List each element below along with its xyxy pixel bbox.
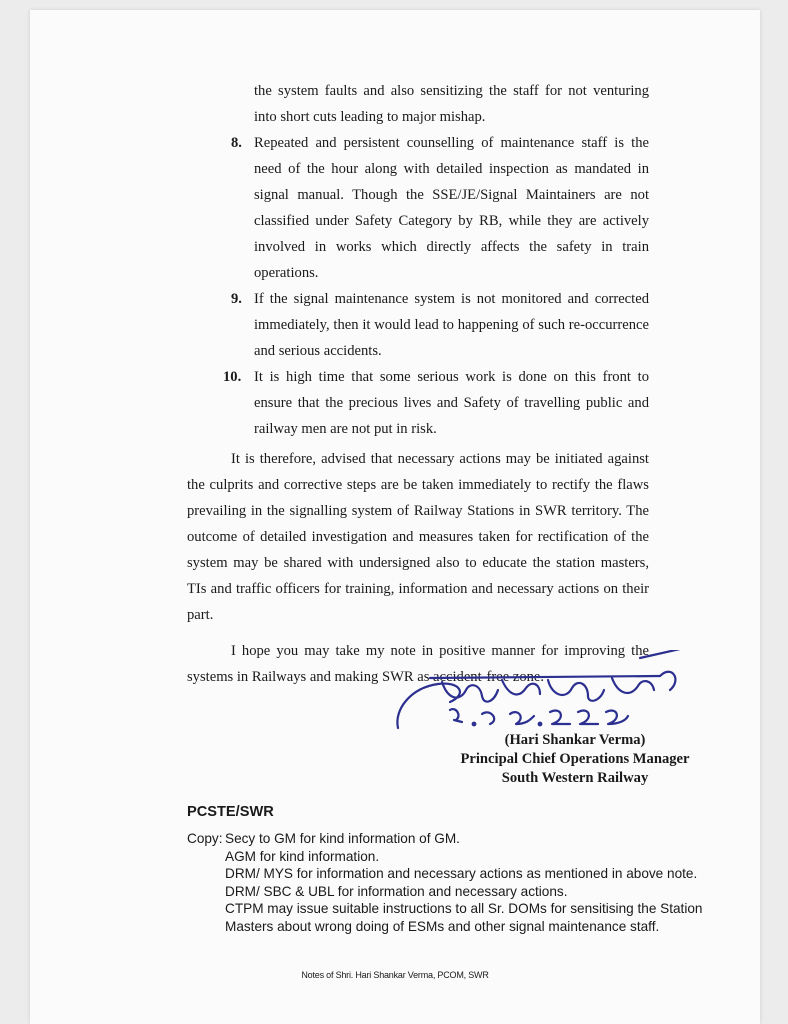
copy-distribution	[187, 830, 727, 935]
copy-line: CTPM may issue suitable instructions to all Sr. DOMs for sensitising the Station	[225, 901, 703, 916]
document-page	[30, 10, 760, 1024]
handwritten-signature	[390, 650, 720, 740]
document-body	[187, 78, 649, 690]
copy-line: Masters about wrong doing of ESMs and other signal maintenance staff.	[225, 918, 660, 934]
continuation-paragraph: the system faults and also sensitizing the staff for not venturing into short cuts leading to major mishap.	[254, 83, 649, 125]
item-number: 10.	[223, 369, 242, 385]
advice-paragraph: It is therefore, advised that necessary actions may be initiated against the culprits and corrective steps are be taken immediately to rectify the flaws prevailing in the signalling system of Railway Stations in SWR territory. The outcome of detailed investigation and measures taken for rectification of the system may be shared with undersigned also to educate the station masters, TIs and traffic officers for training, information and necessary actions on their part.	[187, 451, 649, 623]
recipient-heading: PCSTE/SWR	[187, 804, 274, 820]
item-number: 9.	[231, 291, 242, 307]
copy-line: AGM for kind information.	[225, 848, 380, 864]
list-item	[231, 130, 649, 286]
copy-label: Copy:	[187, 831, 223, 846]
signatory-name: (Hari Shankar Verma)	[504, 732, 646, 748]
copy-list	[225, 830, 727, 935]
item-text: Repeated and persistent counselling of maintenance staff is the need of the hour along with detailed inspection as mandated in signal manual. Though the SSE/JE/Signal Maintainers are not classified under Safety Category by RB, while they are actively involved in works which directly affects the safety in train operations.	[254, 135, 649, 281]
copy-line: Secy to GM for kind information of GM.	[225, 831, 460, 846]
copy-line: DRM/ MYS for information and necessary actions as mentioned in above note.	[225, 866, 698, 881]
signatory-organization: South Western Railway	[501, 770, 649, 786]
signatory-title: Principal Chief Operations Manager	[460, 751, 690, 767]
page-footer: Notes of Shri. Hari Shankar Verma, PCOM, SWR	[301, 970, 489, 980]
list-item	[231, 286, 649, 364]
signature-block	[445, 731, 705, 788]
item-text: If the signal maintenance system is not monitored and corrected immediately, then it would lead to happening of such re-occurrence and serious accidents.	[254, 291, 649, 359]
list-item	[223, 364, 649, 442]
item-number: 8.	[231, 135, 242, 151]
closing-paragraph: I hope you may take my note in positive manner for improving the systems in Railways and making SWR as accident-free zone.	[187, 643, 649, 685]
item-text: It is high time that some serious work is done on this front to ensure that the precious lives and Safety of travelling public and railway men are not put in risk.	[254, 369, 649, 437]
copy-line: DRM/ SBC & UBL for information and necessary actions.	[225, 883, 568, 899]
